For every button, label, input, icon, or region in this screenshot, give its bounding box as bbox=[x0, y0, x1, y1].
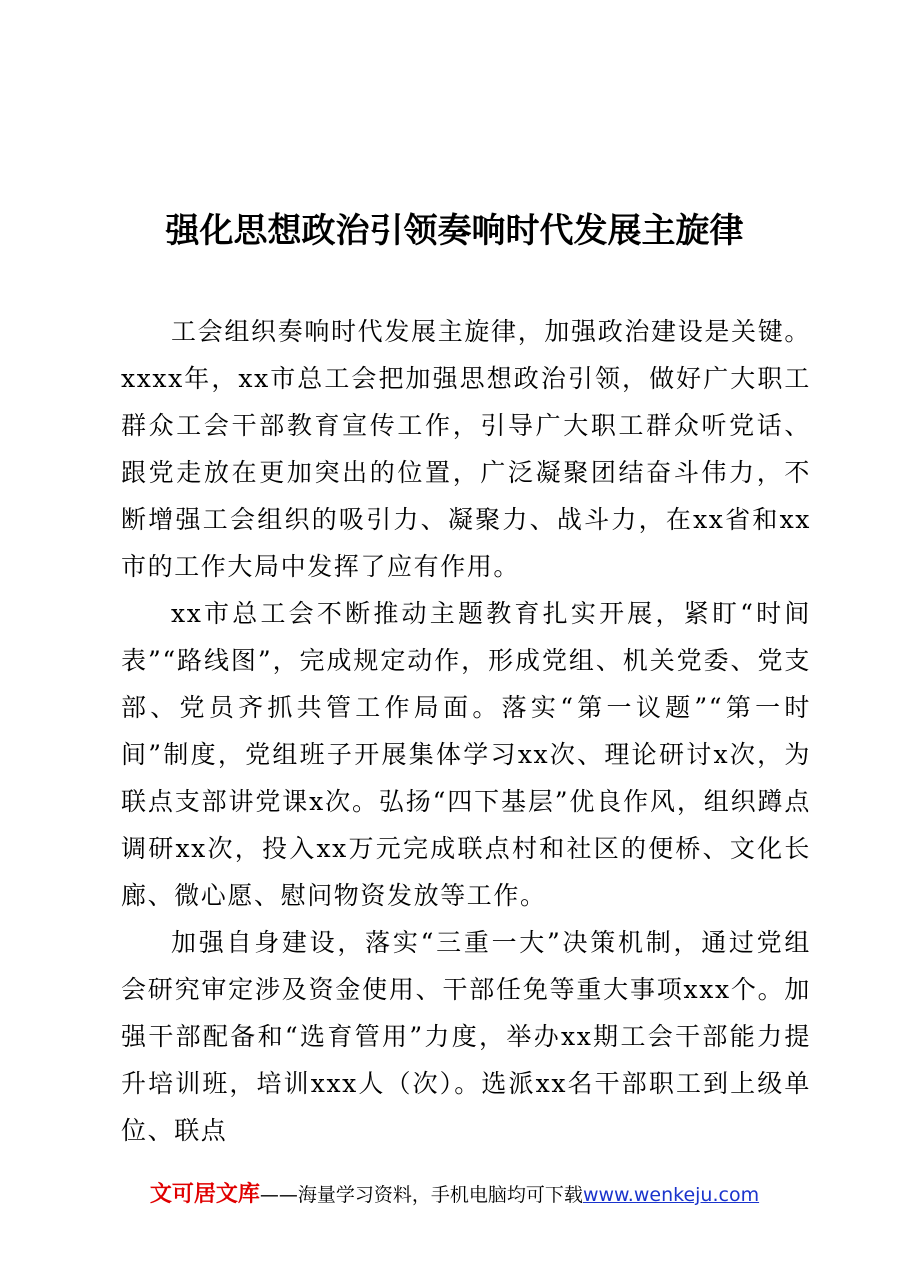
footer-banner bbox=[0, 1177, 909, 1213]
footer-slogan: ——海量学习资料，手机电脑均可下载 bbox=[259, 1184, 583, 1206]
footer-brand: 文可居文库 bbox=[149, 1182, 260, 1207]
paragraph-3: 加强自身建设，落实“三重一大”决策机制，通过党组会研究审定涉及资金使用、干部任免等重大事项xxx个。加强干部配备和“选育管用”力度，举办xx期工会干部能力提升培训班，培训xxx人（次）。选派xx名干部职工到上级单位、联点 bbox=[121, 928, 811, 1145]
document-body bbox=[121, 308, 811, 1154]
footer-link[interactable]: www.wenkeju.com bbox=[582, 1184, 760, 1206]
paragraph-2: xx市总工会不断推动主题教育扎实开展，紧盯“时间表”“路线图”，完成规定动作，形成党组、机关党委、党支部、党员齐抓共管工作局面。落实“第一议题”“第一时间”制度，党组班子开展集体学习xx次、理论研讨x次，为联点支部讲党课x次。弘扬“四下基层”优良作风，组织蹲点调研xx次，投入xx万元完成联点村和社区的便桥、文化长廊、微心愿、慰问物资发放等工作。 bbox=[121, 599, 811, 910]
document-title: 强化思想政治引领奏响时代发展主旋律 bbox=[165, 211, 744, 251]
paragraph-1: 工会组织奏响时代发展主旋律，加强政治建设是关键。xxxx年，xx市总工会把加强思想政治引领，做好广大职工群众工会干部教育宣传工作，引导广大职工群众听党话、跟党走放在更加突出的位置，广泛凝聚团结奋斗伟力，不断增强工会组织的吸引力、凝聚力、战斗力，在xx省和xx市的工作大局中发挥了应有作用。 bbox=[121, 317, 811, 581]
